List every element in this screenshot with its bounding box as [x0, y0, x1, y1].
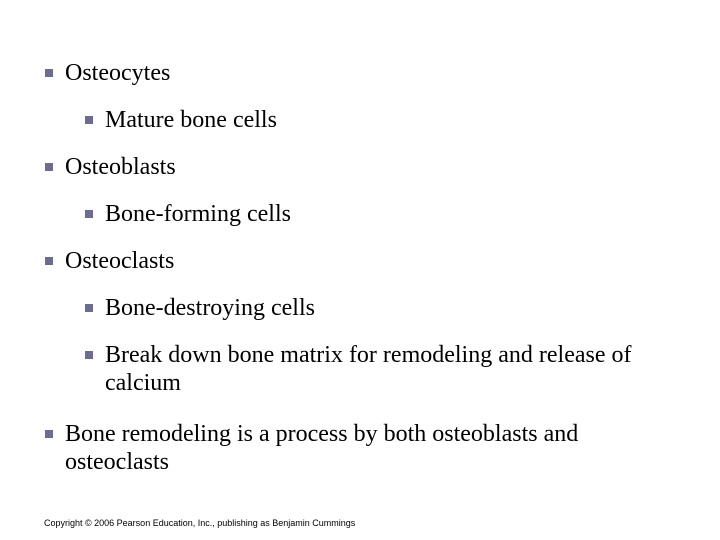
square-bullet-icon — [85, 116, 93, 124]
square-bullet-icon — [45, 257, 53, 265]
bullet-osteocytes — [65, 59, 665, 87]
bullet-text: Bone remodeling is a process by both osteoblasts and osteoclasts — [65, 421, 579, 475]
bullet-osteoclasts — [65, 247, 665, 275]
bullet-text: Bone-forming cells — [105, 201, 291, 227]
sub-bullet-break-down-matrix — [105, 341, 645, 397]
bullet-text: Osteocytes — [65, 60, 171, 86]
square-bullet-icon — [85, 210, 93, 218]
square-bullet-icon — [45, 430, 53, 438]
square-bullet-icon — [45, 69, 53, 77]
sub-bullet-bone-destroying — [105, 294, 645, 322]
square-bullet-icon — [85, 304, 93, 312]
sub-bullet-bone-forming — [105, 200, 645, 228]
sub-bullet-mature-bone-cells — [105, 106, 645, 134]
bullet-text: Osteoblasts — [65, 154, 176, 180]
square-bullet-icon — [45, 163, 53, 171]
bullet-text: Mature bone cells — [105, 107, 277, 133]
bullet-text: Break down bone matrix for remodeling and release of calcium — [105, 342, 632, 396]
copyright-footer: Copyright © 2006 Pearson Education, Inc., publishing as Benjamin Cummings — [44, 518, 356, 528]
bullet-bone-remodeling — [65, 420, 665, 476]
bullet-text: Bone-destroying cells — [105, 295, 315, 321]
bullet-text: Osteoclasts — [65, 248, 175, 274]
square-bullet-icon — [85, 351, 93, 359]
bullet-osteoblasts — [65, 153, 665, 181]
